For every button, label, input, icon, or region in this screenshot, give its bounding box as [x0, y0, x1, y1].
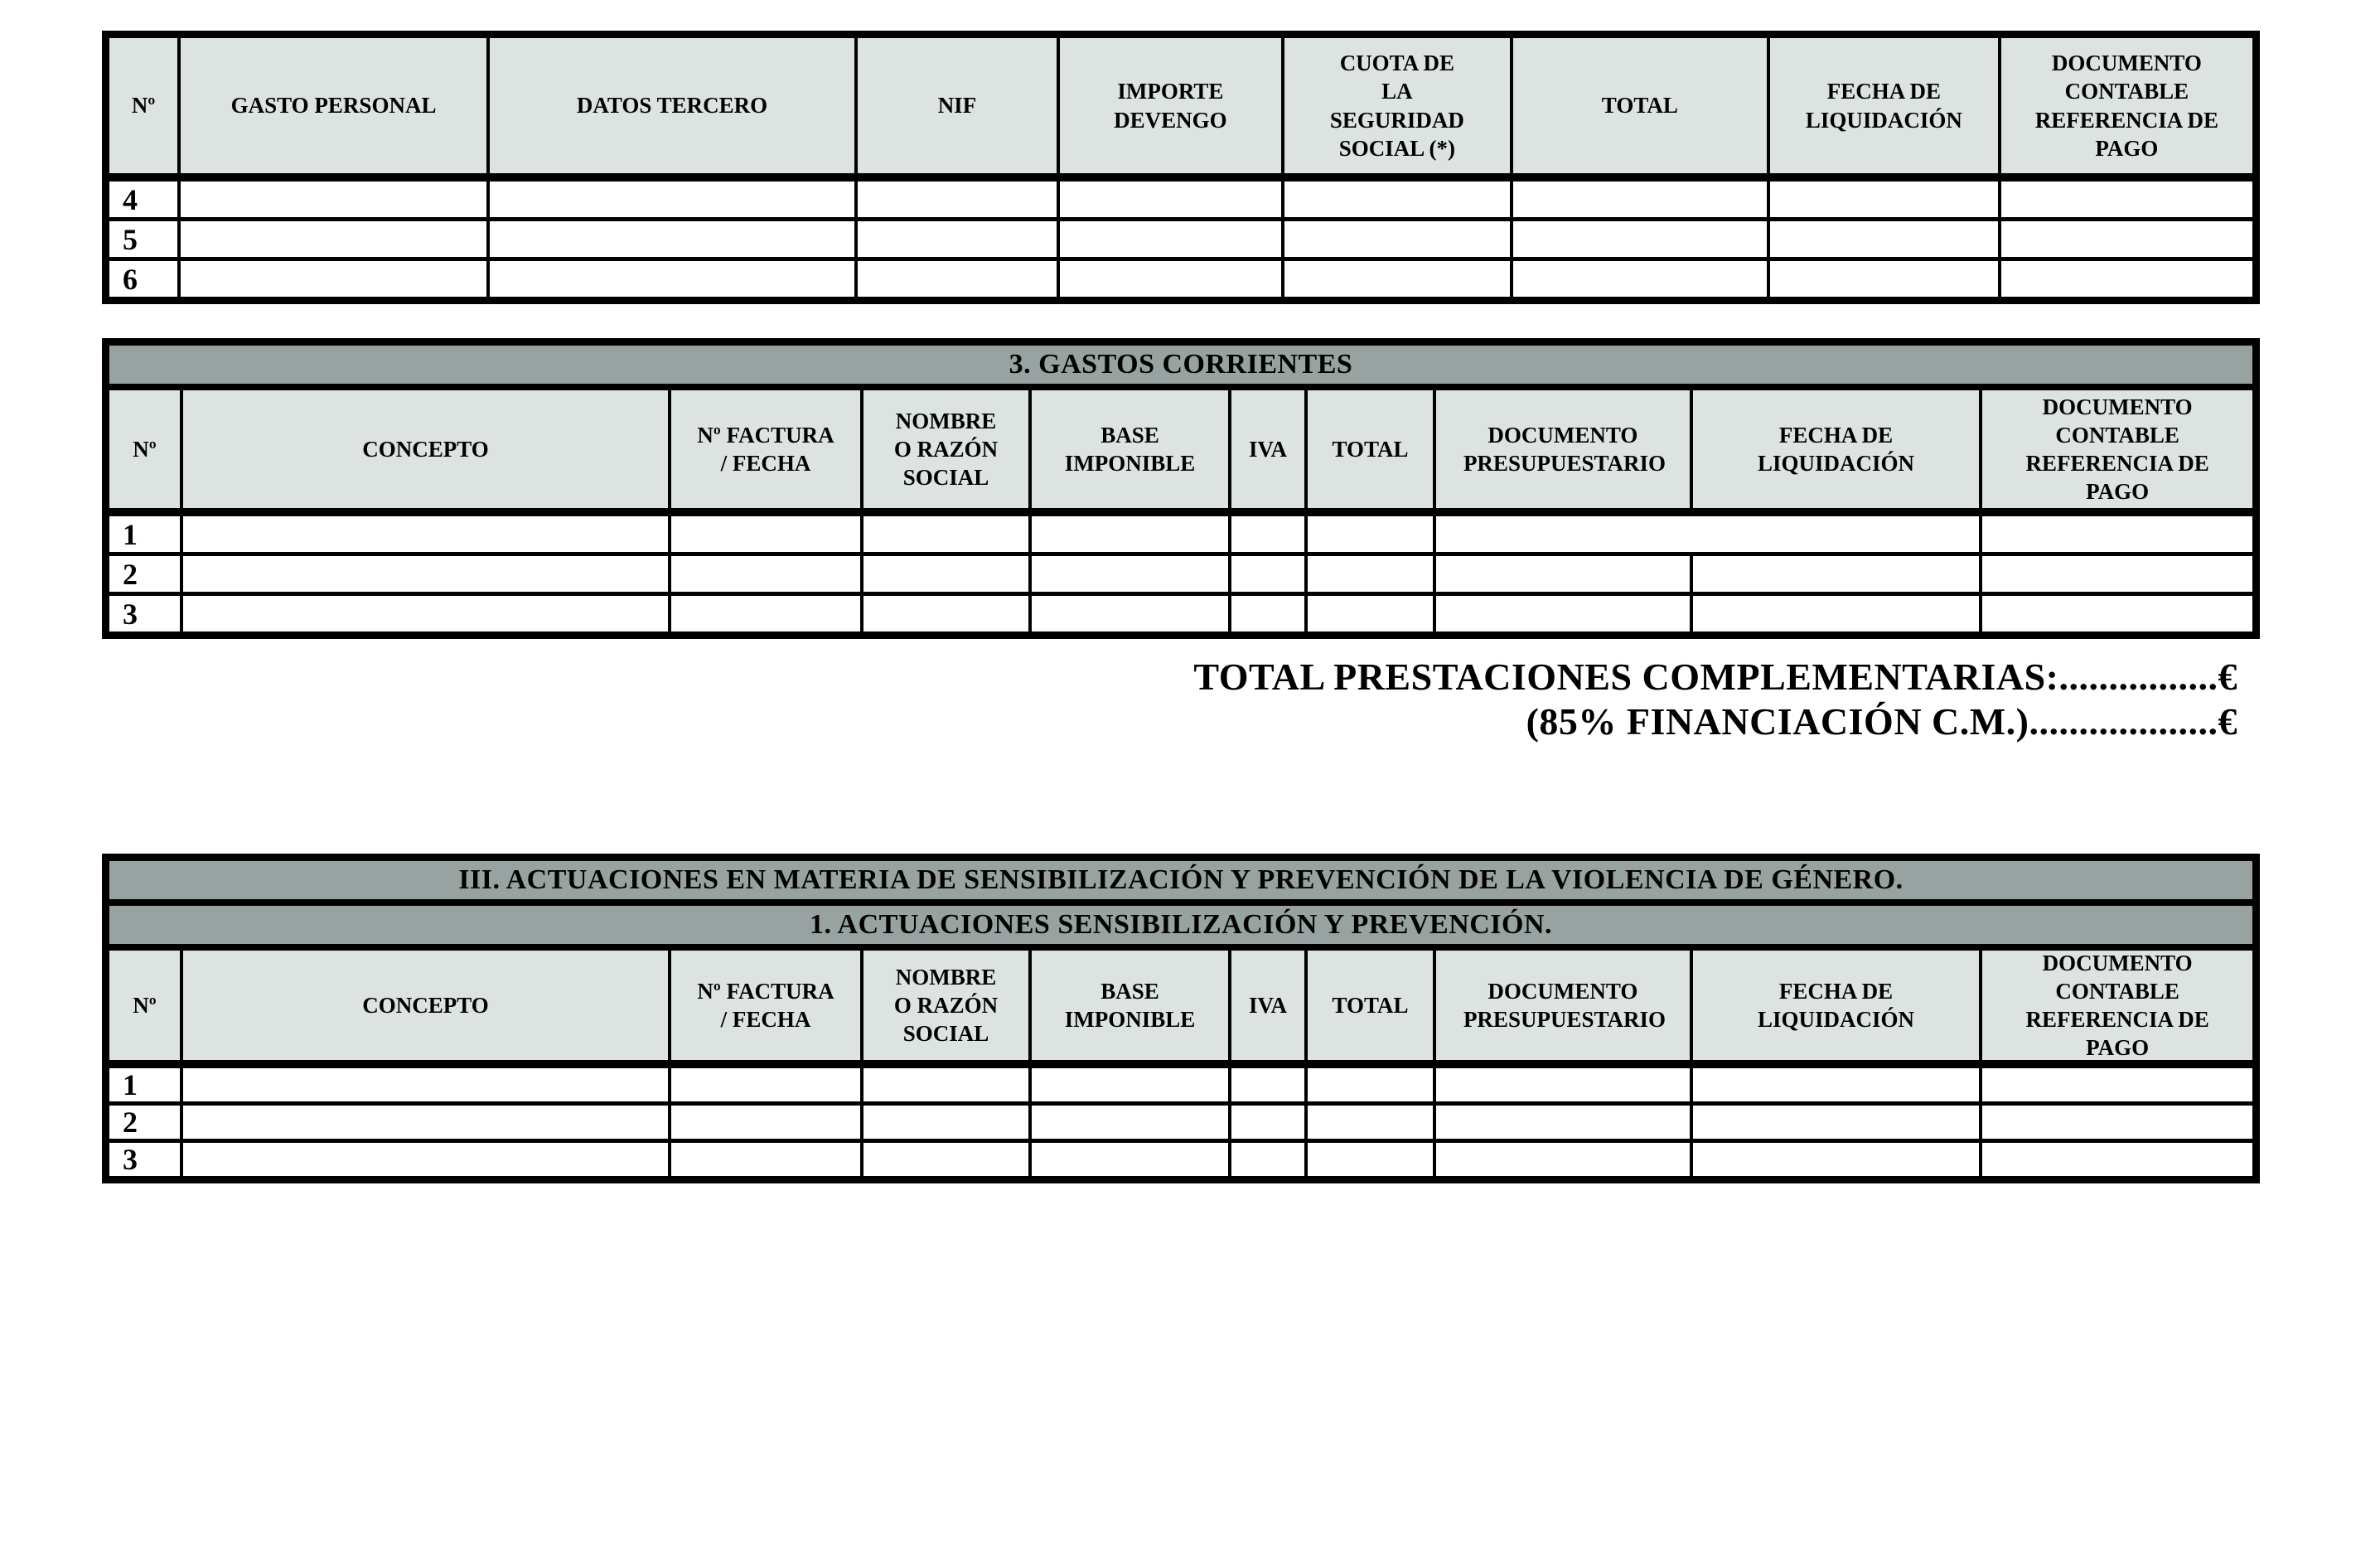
header-label: Nº	[133, 436, 157, 462]
header-cell-nombre-razon-social	[863, 390, 1032, 508]
empty-cell	[863, 1143, 1032, 1176]
empty-cell	[671, 556, 863, 592]
header-cell-iva	[1231, 951, 1308, 1060]
empty-cell	[1308, 1106, 1436, 1139]
row-number: 3	[109, 596, 183, 632]
header-label: GASTO PERSONAL	[230, 93, 437, 119]
header-cell-num-factura-fecha	[671, 390, 863, 508]
header-label: NOMBRE O RAZÓN SOCIAL	[893, 408, 999, 490]
table-title-bar-main	[109, 861, 2252, 906]
header-label: IMPORTE DEVENGO	[1114, 79, 1227, 133]
empty-cell	[1032, 596, 1231, 632]
empty-cell	[1693, 556, 1982, 592]
empty-cell	[2001, 221, 2252, 257]
empty-cell	[183, 516, 671, 552]
empty-cell	[2001, 181, 2252, 217]
table-header-row	[109, 390, 2252, 516]
table-title-bar	[109, 346, 2252, 390]
table-gastos-corrientes	[102, 338, 2260, 639]
row-number: 6	[109, 261, 181, 297]
empty-cell	[858, 181, 1060, 217]
table-title: 3. GASTOS CORRIENTES	[1009, 349, 1353, 380]
empty-cell	[1436, 1143, 1693, 1176]
table-gastos-personal	[102, 31, 2260, 304]
empty-cell	[1231, 1068, 1308, 1101]
header-cell-total	[1308, 951, 1436, 1060]
empty-cell	[863, 516, 1032, 552]
empty-cell	[1032, 1106, 1231, 1139]
empty-cell	[1032, 556, 1231, 592]
header-cell-base-imponible	[1032, 390, 1231, 508]
header-label: CUOTA DE LA SEGURIDAD SOCIAL (*)	[1329, 51, 1464, 161]
header-label: FECHA DE LIQUIDACIÓN	[1805, 79, 1962, 133]
header-label: FECHA DE LIQUIDACIÓN	[1758, 422, 1915, 476]
table-title-bar-sub	[109, 906, 2252, 951]
table-row	[109, 556, 2252, 596]
table-row	[109, 1068, 2252, 1106]
empty-cell	[490, 261, 858, 297]
header-cell-concepto	[183, 390, 671, 508]
header-label: DOCUMENTO CONTABLE REFERENCIA DE PAGO	[2025, 394, 2209, 505]
empty-cell	[1284, 221, 1513, 257]
header-cell-cuota-seguridad-social	[1284, 38, 1513, 173]
empty-cell	[1513, 181, 1770, 217]
empty-cell	[671, 596, 863, 632]
header-label: Nº FACTURA / FECHA	[697, 422, 834, 476]
header-label: NOMBRE O RAZÓN SOCIAL	[893, 964, 999, 1046]
header-cell-num-factura-fecha	[671, 951, 863, 1060]
empty-cell	[1513, 221, 1770, 257]
empty-cell	[1982, 556, 2252, 592]
header-cell-base-imponible	[1032, 951, 1231, 1060]
empty-cell	[1693, 1068, 1982, 1101]
empty-cell	[1308, 1143, 1436, 1176]
empty-cell	[1308, 556, 1436, 592]
header-label: TOTAL	[1601, 93, 1678, 119]
header-cell-documento-presupuestario	[1436, 390, 1693, 508]
header-label: NIF	[937, 93, 977, 119]
header-cell-numero	[109, 951, 183, 1060]
empty-cell	[490, 181, 858, 217]
empty-cell	[1436, 1068, 1693, 1101]
financiacion-cm-line: (85% FINANCIACIÓN C.M.)...................€	[1526, 700, 2237, 743]
empty-cell	[863, 556, 1032, 592]
header-label: DOCUMENTO CONTABLE REFERENCIA DE PAGO	[2025, 950, 2209, 1061]
empty-cell	[1231, 1143, 1308, 1176]
table-row	[109, 221, 2252, 261]
empty-cell	[183, 1143, 671, 1176]
empty-cell	[1770, 181, 2001, 217]
empty-cell	[1032, 516, 1231, 552]
header-cell-fecha-liquidacion	[1770, 38, 2001, 173]
header-label: Nº	[131, 93, 156, 119]
row-number: 1	[109, 1068, 183, 1101]
empty-cell	[1284, 261, 1513, 297]
header-cell-concepto	[183, 951, 671, 1060]
header-cell-numero	[109, 38, 181, 173]
empty-cell	[1693, 1106, 1982, 1139]
header-label: TOTAL	[1332, 992, 1409, 1018]
header-label: DATOS TERCERO	[576, 93, 768, 119]
row-number: 3	[109, 1143, 183, 1176]
empty-cell	[863, 1106, 1032, 1139]
header-cell-nombre-razon-social	[863, 951, 1032, 1060]
empty-cell	[858, 221, 1060, 257]
empty-cell	[671, 1143, 863, 1176]
empty-cell	[1231, 516, 1308, 552]
header-cell-documento-contable	[1982, 390, 2252, 508]
empty-cell	[671, 516, 863, 552]
header-label: Nº	[133, 992, 157, 1018]
table-row	[109, 596, 2252, 632]
header-label: Nº FACTURA / FECHA	[697, 978, 834, 1032]
empty-cell	[1982, 516, 2252, 552]
row-number: 4	[109, 181, 181, 217]
header-label: BASE IMPONIBLE	[1064, 422, 1196, 476]
empty-cell	[1060, 221, 1284, 257]
empty-cell	[1770, 221, 2001, 257]
header-cell-nif	[858, 38, 1060, 173]
header-cell-documento-contable	[1982, 951, 2252, 1060]
empty-cell	[1231, 1106, 1308, 1139]
empty-cell	[1982, 1106, 2252, 1139]
empty-cell	[1982, 1143, 2252, 1176]
table-title-main: III. ACTUACIONES EN MATERIA DE SENSIBILIZACIÓN Y PREVENCIÓN DE LA VIOLENCIA DE GÉNERO.	[458, 864, 1904, 895]
table-row	[109, 1143, 2252, 1176]
header-label: FECHA DE LIQUIDACIÓN	[1758, 978, 1915, 1032]
empty-cell	[1436, 1106, 1693, 1139]
empty-cell	[1284, 181, 1513, 217]
empty-cell	[863, 596, 1032, 632]
header-cell-total	[1513, 38, 1770, 173]
row-number: 2	[109, 556, 183, 592]
empty-cell	[1436, 596, 1693, 632]
header-cell-documento-contable	[2001, 38, 2252, 173]
table-row	[109, 181, 2252, 221]
empty-cell	[183, 596, 671, 632]
header-cell-iva	[1231, 390, 1308, 508]
header-label: IVA	[1248, 992, 1288, 1018]
header-label: CONCEPTO	[362, 436, 489, 462]
empty-cell	[490, 221, 858, 257]
empty-cell	[1032, 1068, 1231, 1101]
table-row	[109, 1106, 2252, 1143]
empty-cell	[1982, 1068, 2252, 1101]
empty-cell	[1308, 596, 1436, 632]
empty-cell	[1060, 181, 1284, 217]
total-prestaciones-line: TOTAL PRESTACIONES COMPLEMENTARIAS:................€	[1193, 656, 2237, 698]
empty-cell	[1231, 596, 1308, 632]
row-number: 1	[109, 516, 183, 552]
empty-cell	[1308, 1068, 1436, 1101]
empty-cell	[1770, 261, 2001, 297]
header-label: DOCUMENTO PRESUPUESTARIO	[1463, 422, 1666, 476]
empty-cell	[863, 1068, 1032, 1101]
header-cell-numero	[109, 390, 183, 508]
empty-cell	[183, 556, 671, 592]
empty-cell	[2001, 261, 2252, 297]
empty-cell	[1693, 1143, 1982, 1176]
header-cell-documento-presupuestario	[1436, 951, 1693, 1060]
table-actuaciones-sensibilizacion	[102, 854, 2260, 1183]
empty-cell	[858, 261, 1060, 297]
header-label: TOTAL	[1332, 436, 1409, 462]
header-label: DOCUMENTO CONTABLE REFERENCIA DE PAGO	[2034, 51, 2219, 161]
empty-cell	[1513, 261, 1770, 297]
table-header-row	[109, 951, 2252, 1068]
empty-cell	[671, 1106, 863, 1139]
header-label: DOCUMENTO PRESUPUESTARIO	[1463, 978, 1666, 1032]
empty-cell	[1436, 516, 1693, 552]
header-label: BASE IMPONIBLE	[1064, 978, 1196, 1032]
header-cell-importe-devengo	[1060, 38, 1284, 173]
header-cell-datos-tercero	[490, 38, 858, 173]
table-header-row	[109, 38, 2252, 181]
table-title-sub: 1. ACTUACIONES SENSIBILIZACIÓN Y PREVENCIÓN.	[809, 909, 1553, 940]
empty-cell	[1693, 596, 1982, 632]
header-cell-fecha-liquidacion	[1693, 951, 1982, 1060]
empty-cell	[1436, 556, 1693, 592]
empty-cell	[181, 261, 490, 297]
empty-cell	[1060, 261, 1284, 297]
empty-cell	[183, 1068, 671, 1101]
header-cell-gasto-personal	[181, 38, 490, 173]
table-row	[109, 516, 2252, 556]
row-number: 5	[109, 221, 181, 257]
empty-cell	[183, 1106, 671, 1139]
header-cell-fecha-liquidacion	[1693, 390, 1982, 508]
empty-cell	[671, 1068, 863, 1101]
table-row	[109, 261, 2252, 297]
empty-cell	[1231, 556, 1308, 592]
empty-cell	[181, 221, 490, 257]
header-cell-total	[1308, 390, 1436, 508]
empty-cell	[1982, 596, 2252, 632]
header-label: CONCEPTO	[362, 992, 489, 1018]
header-label: IVA	[1248, 436, 1288, 462]
empty-cell	[1308, 516, 1436, 552]
empty-cell	[1693, 516, 1982, 552]
empty-cell	[1032, 1143, 1231, 1176]
totals-block	[1193, 655, 2237, 744]
empty-cell	[181, 181, 490, 217]
row-number: 2	[109, 1106, 183, 1139]
